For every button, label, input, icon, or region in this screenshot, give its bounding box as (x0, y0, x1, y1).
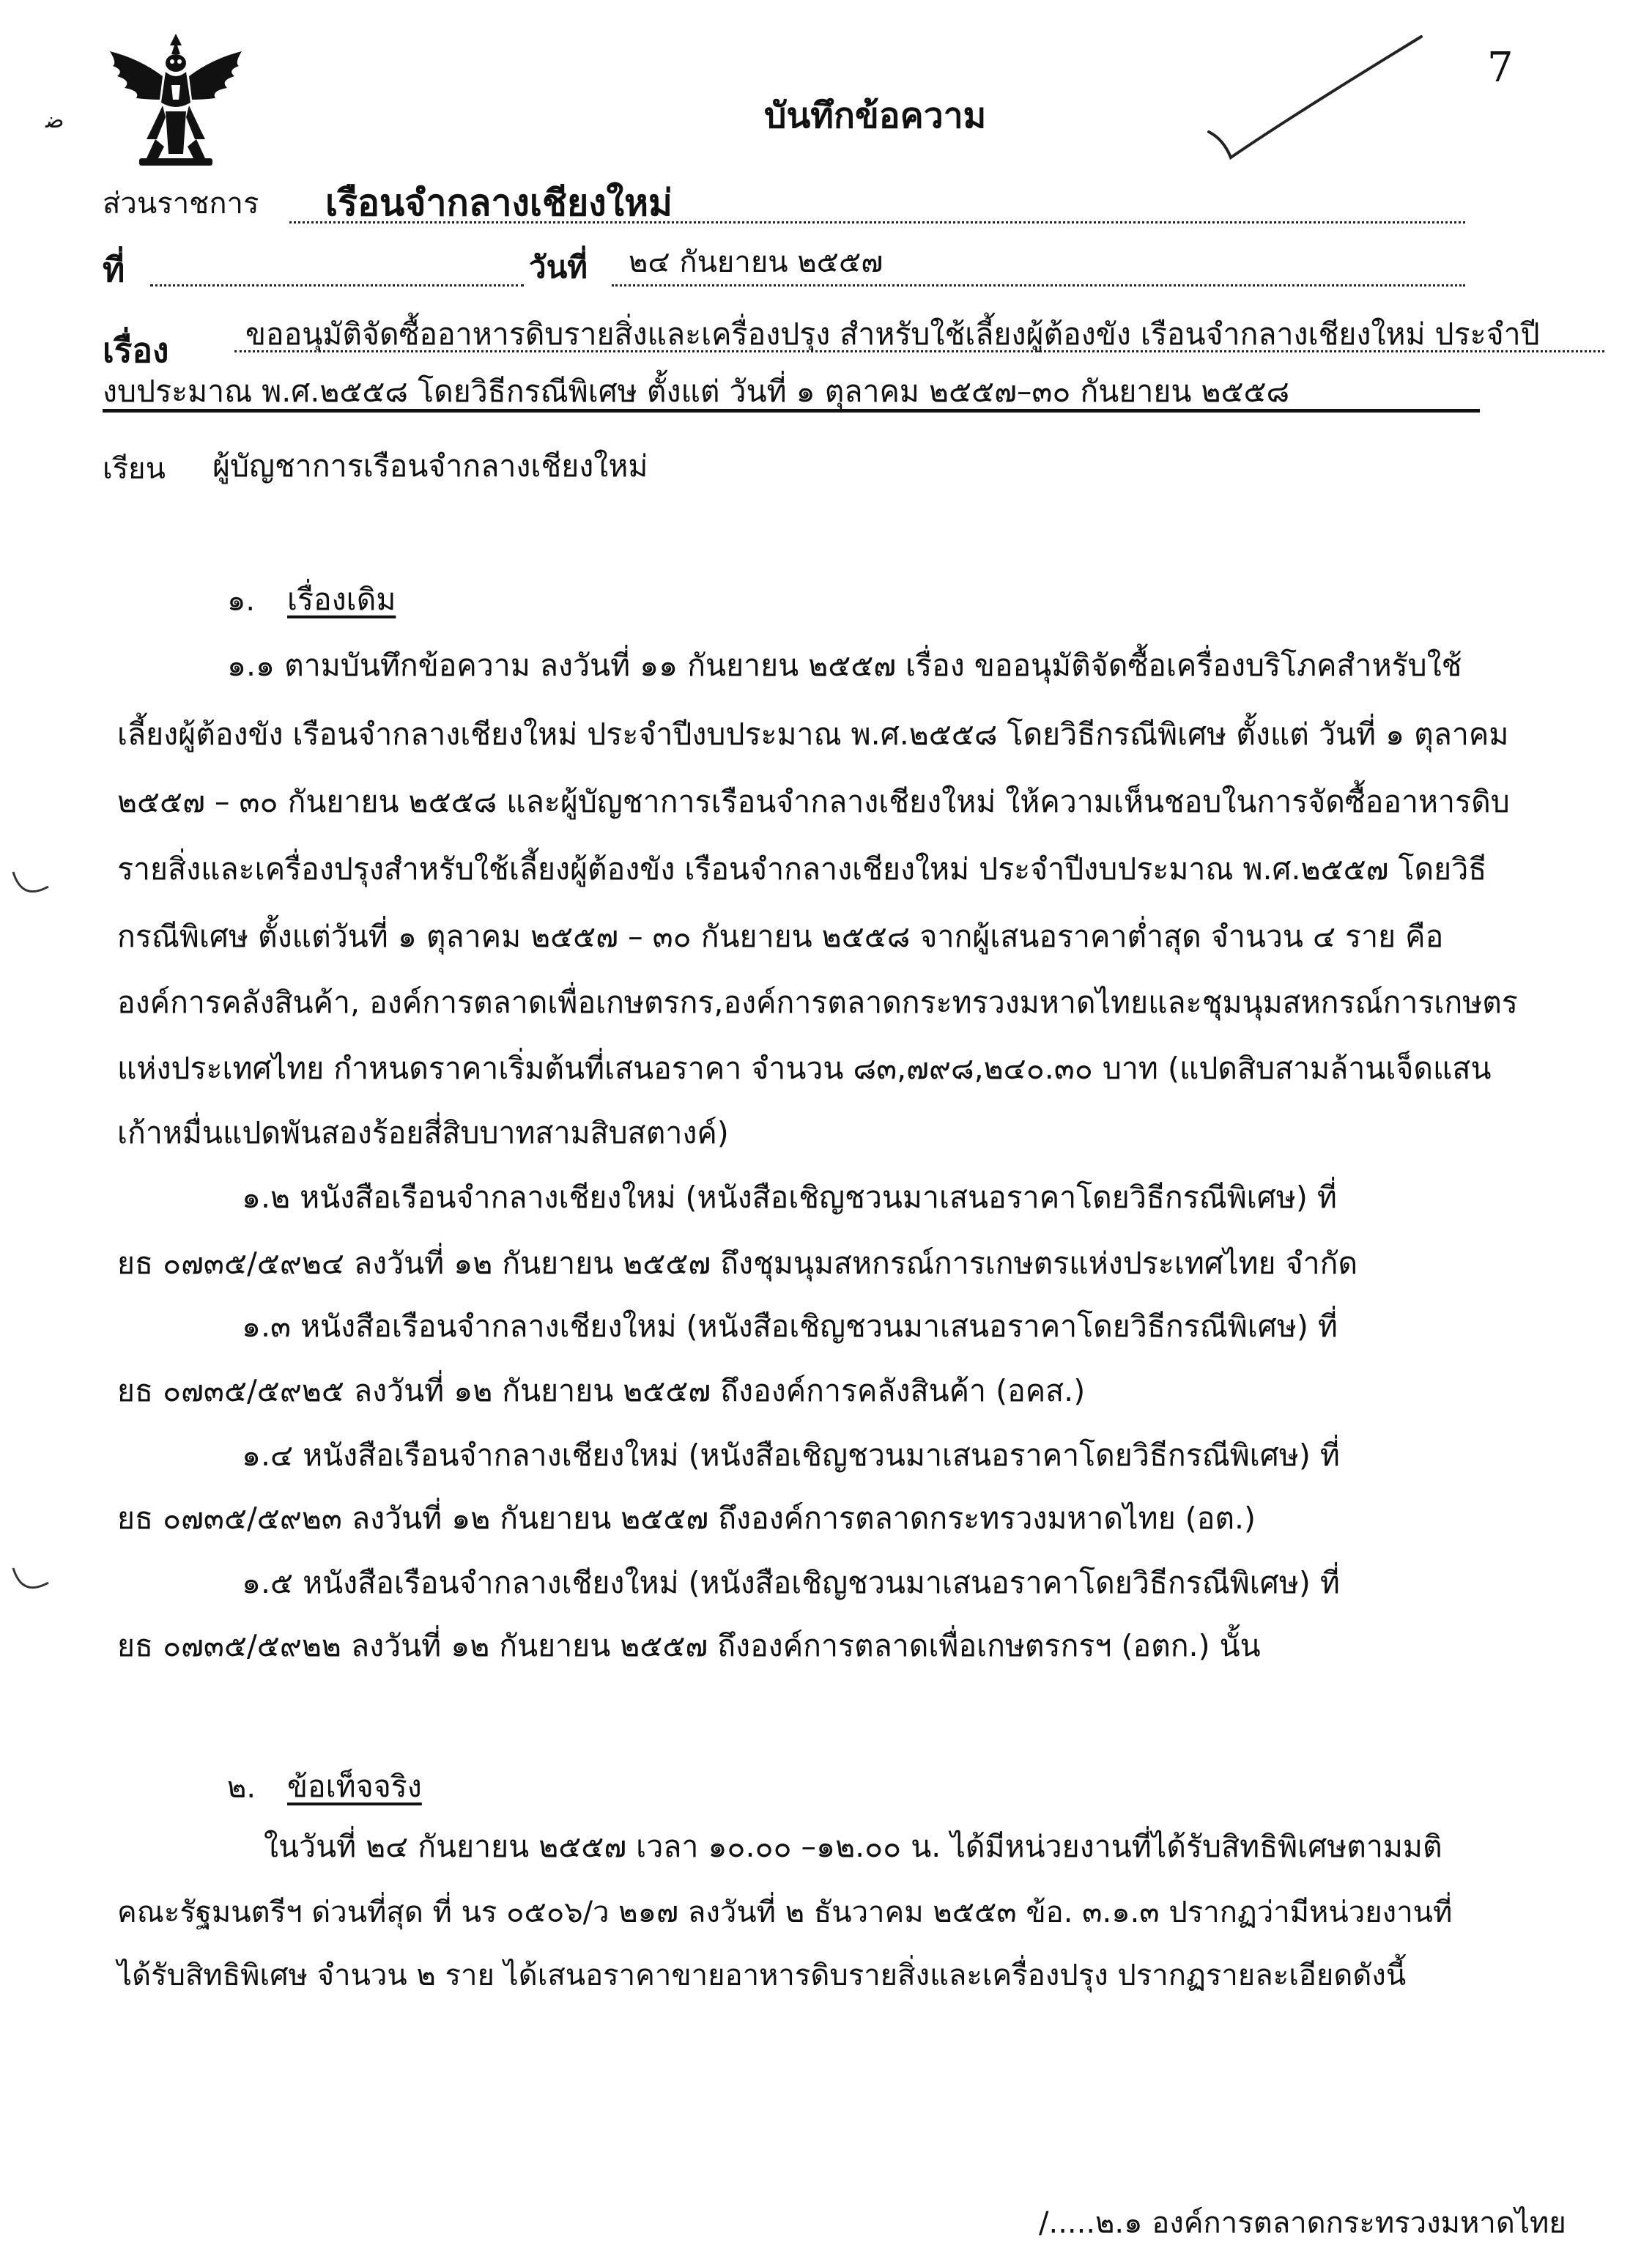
item-1-4-line-2: ยธ ๐๗๓๕/๕๙๒๓ ลงวันที่ ๑๒ กันยายน ๒๕๕๗ ถึงองค์การตลาดกระทรวงมหาดไทย (อต.) (117, 1501, 1256, 1536)
section2-line-2: คณะรัฐมนตรีฯ ด่วนที่สุด ที่ นร ๐๕๐๖/ว ๒๑๗ ลงวันที่ ๒ ธันวาคม ๒๕๕๓ ข้อ. ๓.๑.๓ ปรากฏว่ามีหน่วยงานที่ (117, 1896, 1453, 1929)
subject-line-1: ขออนุมัติจัดซื้ออาหารดิบรายสิ่งและเครื่องปรุง สำหรับใช้เลี้ยงผู้ต้องขัง เรือนจำกลางเชียงใหม่ ประจำปี (245, 317, 1540, 352)
punch-hole-mark-bottom (7, 1553, 51, 1605)
item-1-5-line-1: ๑.๕ หนังสือเรือนจำกลางเชียงใหม่ (หนังสือเชิญชวนมาเสนอราคาโดยวิธีกรณีพิเศษ) ที่ (242, 1565, 1340, 1600)
item-1-3-line-2: ยธ ๐๗๓๕/๕๙๒๕ ลงวันที่ ๑๒ กันยายน ๒๕๕๗ ถึงองค์การคลังสินค้า (อคส.) (117, 1373, 1086, 1408)
memo-title: บันทึกข้อความ (764, 95, 987, 136)
to-value: ผู้บัญชาการเรือนจำกลางเชียงใหม่ (212, 448, 648, 484)
check-mark-signature (1201, 29, 1429, 161)
date-dotted-line (612, 284, 1465, 286)
subject-line-2: งบประมาณ พ.ศ.๒๕๕๘ โดยวิธีกรณีพิเศษ ตั้งแต่ วันที่ ๑ ตุลาคม ๒๕๕๗–๓๐ กันยายน ๒๕๕๘ (103, 374, 1290, 409)
item-1-3-line-1: ๑.๓ หนังสือเรือนจำกลางเชียงใหม่ (หนังสือเชิญชวนมาเสนอราคาโดยวิธีกรณีพิเศษ) ที่ (242, 1309, 1338, 1344)
margin-mark: ﺿ (45, 108, 64, 133)
section2-line-1: ในวันที่ ๒๔ กันยายน ๒๕๕๗ เวลา ๑๐.๐๐ –๑๒.๐๐ น. ได้มีหน่วยงานที่ได้รับสิทธิพิเศษตามมติ (264, 1829, 1442, 1864)
date-value: ๒๔ กันยายน ๒๕๕๗ (629, 245, 884, 279)
ref-dotted-line (150, 284, 524, 286)
item-1-2-line-2: ยธ ๐๗๓๕/๕๙๒๔ ลงวันที่ ๑๒ กันยายน ๒๕๕๗ ถึงชุมนุมสหกรณ์การเกษตรแห่งประเทศไทย จำกัด (117, 1246, 1358, 1281)
section2-line-3: ได้รับสิทธิพิเศษ จำนวน ๒ ราย ได้เสนอราคาขายอาหารดิบรายสิ่งและเครื่องปรุง ปรากฏรายละเอียดดังนี้ (117, 1959, 1407, 1992)
ref-label: ที่ (103, 250, 125, 289)
section2-heading: ข้อเท็จจริง (287, 1769, 422, 1804)
date-label: วันที่ (529, 249, 588, 285)
agency-label: ส่วนราชการ (103, 187, 259, 221)
garuda-emblem-icon (95, 29, 256, 176)
subject-dotted-line (234, 350, 1604, 352)
section1-heading: เรื่องเดิม (287, 582, 396, 617)
subject-label: เรื่อง (103, 330, 169, 370)
section1-number: ๑. (227, 584, 256, 618)
section1-line-4: รายสิ่งและเครื่องปรุงสำหรับใช้เลี้ยงผู้ต้องขัง เรือนจำกลางเชียงใหม่ ประจำปีงบประมาณ พ.ศ.๒๕๕๗ โดยวิธี (117, 851, 1487, 887)
section1-line-7: แห่งประเทศไทย กำหนดราคาเริ่มต้นที่เสนอราคา จำนวน ๘๓,๗๙๘,๒๔๐.๓๐ บาท (แปดสิบสามล้านเจ็ดแสน (117, 1051, 1492, 1086)
section1-line-3: ๒๕๕๗ – ๓๐ กันยายน ๒๕๕๘ และผู้บัญชาการเรือนจำกลางเชียงใหม่ ให้ความเห็นชอบในการจัดซื้ออาหารดิบ (117, 784, 1510, 819)
section1-line-6: องค์การคลังสินค้า, องค์การตลาดเพื่อเกษตรกร,องค์การตลาดกระทรวงมหาดไทยและชุมนุมสหกรณ์การเกษตร (117, 985, 1518, 1020)
to-label: เรียน (103, 452, 166, 486)
section1-line-5: กรณีพิเศษ ตั้งแต่วันที่ ๑ ตุลาคม ๒๕๕๗ – ๓๐ กันยายน ๒๕๕๘ จากผู้เสนอราคาต่ำสุด จำนวน ๔ ราย คือ (117, 919, 1444, 954)
item-1-2-line-1: ๑.๒ หนังสือเรือนจำกลางเชียงใหม่ (หนังสือเชิญชวนมาเสนอราคาโดยวิธีกรณีพิเศษ) ที่ (242, 1180, 1337, 1215)
page-number: 7 (1487, 44, 1514, 92)
section2-number: ๒. (227, 1771, 256, 1805)
agency-value: เรือนจำกลางเชียงใหม่ (325, 182, 673, 224)
punch-hole-mark-top (7, 857, 51, 909)
item-1-5-line-2: ยธ ๐๗๓๕/๕๙๒๒ ลงวันที่ ๑๒ กันยายน ๒๕๕๗ ถึงองค์การตลาดเพื่อเกษตรกรฯ (อตก.) นั้น (117, 1628, 1261, 1663)
section1-line-8: เก้าหมื่นแปดพันสองร้อยสี่สิบบาทสามสิบสตางค์) (117, 1115, 729, 1150)
continuation-note: /.....๒.๑ องค์การตลาดกระทรวงมหาดไทย (1039, 2206, 1566, 2240)
section1-line-2: เลี้ยงผู้ต้องขัง เรือนจำกลางเชียงใหม่ ประจำปีงบประมาณ พ.ศ.๒๕๕๘ โดยวิธีกรณีพิเศษ ตั้งแต่ วันที่ ๑ ตุลาคม (117, 717, 1509, 752)
item-1-4-line-1: ๑.๔ หนังสือเรือนจำกลางเชียงใหม่ (หนังสือเชิญชวนมาเสนอราคาโดยวิธีกรณีพิเศษ) ที่ (242, 1438, 1340, 1473)
subject-underline (103, 409, 1480, 413)
agency-dotted-line (289, 221, 1465, 223)
section1-line-1: ๑.๑ ตามบันทึกข้อความ ลงวันที่ ๑๑ กันยายน ๒๕๕๗ เรื่อง ขออนุมัติจัดซื้อเครื่องบริโภคสำหรับใช้ (227, 648, 1462, 683)
